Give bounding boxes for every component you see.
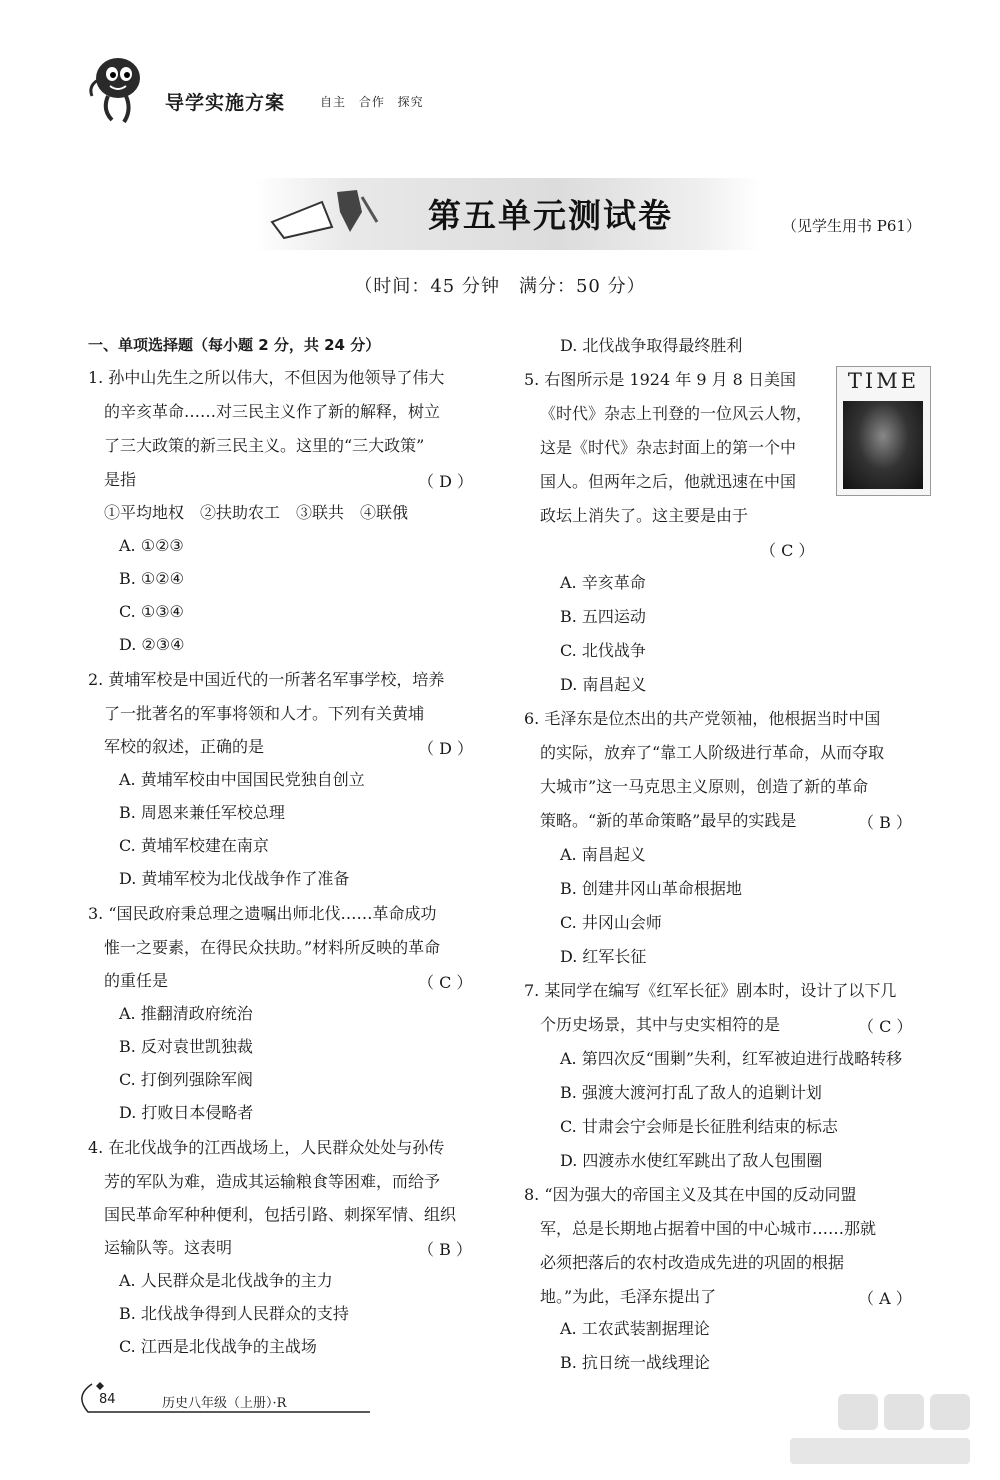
q4-option: D. 北伐战争取得最终胜利 (560, 336, 743, 355)
q5-option: D. 南昌起义 (560, 675, 647, 694)
q4-option: B. 北伐战争得到人民群众的支持 (119, 1304, 349, 1323)
mascot-logo (82, 50, 152, 130)
page-number: 84 (99, 1392, 116, 1407)
q2-option: A. 黄埔军校由中国国民党独自创立 (119, 770, 365, 789)
section-title: 一、单项选择题（每小题 2 分，共 24 分） (88, 336, 381, 354)
q1-option: B. ①②④ (119, 569, 184, 588)
q1-option: A. ①②③ (119, 536, 184, 555)
q8-line: 军，总是长期地占据着中国的中心城市……那就 (540, 1219, 877, 1238)
unit-title: 第五单元测试卷 (428, 196, 673, 235)
q3-option: D. 打败日本侵略者 (119, 1103, 254, 1122)
q5-answer: （ C ） (760, 541, 815, 560)
q2-line: 军校的叙述，正确的是 (104, 737, 265, 756)
q2-line: 了一批著名的军事将领和人才。下列有关黄埔 (104, 704, 425, 723)
book-title: 历史八年级（上册）·R (162, 1396, 287, 1411)
exam-info: （时间：45 分钟 满分：50 分） (354, 276, 646, 297)
q5-option: B. 五四运动 (560, 607, 646, 626)
q3-line: 3. “国民政府秉总理之遗嘱出师北伐……革命成功 (88, 904, 437, 923)
watermark-logo (780, 1390, 980, 1470)
q1-line: 了三大政策的新三民主义。这里的“三大政策” (104, 436, 425, 455)
q5-option: A. 辛亥革命 (560, 573, 646, 592)
q5-line: 政坛上消失了。这主要是由于 (540, 506, 749, 525)
q5-line: 这是《时代》杂志封面上的第一个中 (540, 438, 797, 457)
q6-line: 大城市”这一马克思主义原则，创造了新的革命 (540, 777, 869, 796)
q6-line: 的实际，放弃了“靠工人阶级进行革命，从而夺取 (540, 743, 885, 762)
q8-option: A. 工农武装割据理论 (560, 1319, 710, 1338)
q2-option: B. 周恩来兼任军校总理 (119, 803, 285, 822)
q6-option: B. 创建井冈山革命根据地 (560, 879, 742, 898)
q6-line: 6. 毛泽东是位杰出的共产党领袖，他根据当时中国 (524, 709, 881, 728)
q4-option: A. 人民群众是北伐战争的主力 (119, 1271, 333, 1290)
portrait-photo (843, 401, 923, 489)
q3-option: C. 打倒列强除军阀 (119, 1070, 253, 1089)
q2-answer: （ D ） (418, 739, 474, 758)
q7-option: B. 强渡大渡河打乱了敌人的追剿计划 (560, 1083, 822, 1102)
q7-answer: （ C ） (858, 1017, 913, 1036)
q1-line: 的辛亥革命……对三民主义作了新的解释，树立 (104, 402, 441, 421)
magazine-title: TIME (847, 369, 920, 393)
q5-line: 《时代》杂志上刊登的一位风云人物， (540, 404, 813, 423)
q8-line: 必须把落后的农村改造成先进的巩固的根据 (540, 1253, 845, 1272)
q1-items: ①平均地权 ②扶助农工 ③联共 ④联俄 (104, 503, 409, 522)
q1-option: C. ①③④ (119, 602, 184, 621)
q8-answer: （ A ） (858, 1289, 912, 1308)
q4-line: 芳的军队为难，造成其运输粮食等困难，而给予 (104, 1172, 441, 1191)
q4-line: 4. 在北伐战争的江西战场上，人民群众处处与孙传 (88, 1138, 445, 1157)
q7-option: D. 四渡赤水使红军跳出了敌人包围圈 (560, 1151, 823, 1170)
q7-option: A. 第四次反“围剿”失利，红军被迫进行战略转移 (560, 1049, 903, 1068)
q7-line: 个历史场景，其中与史实相符的是 (540, 1015, 781, 1034)
q3-option: A. 推翻清政府统治 (119, 1004, 253, 1023)
q7-option: C. 甘肃会宁会师是长征胜利结束的标志 (560, 1117, 838, 1136)
q2-line: 2. 黄埔军校是中国近代的一所著名军事学校，培养 (88, 670, 445, 689)
q1-answer: （ D ） (418, 472, 474, 491)
q6-answer: （ B ） (858, 813, 912, 832)
q4-line: 国民革命军种种便利，包括引路、刺探军情、组织 (104, 1205, 457, 1224)
series-title: 导学实施方案 (165, 92, 286, 114)
q4-option: C. 江西是北伐战争的主战场 (119, 1337, 317, 1356)
q3-line: 惟一之要素，在得民众扶助。”材料所反映的革命 (104, 938, 441, 957)
banner-sketch-icon (262, 182, 382, 242)
q5-option: C. 北伐战争 (560, 641, 646, 660)
q3-line: 的重任是 (104, 971, 169, 990)
q2-option: D. 黄埔军校为北伐战争作了准备 (119, 869, 350, 888)
q8-line: 地。”为此，毛泽东提出了 (540, 1287, 717, 1306)
q5-line: 国人。但两年之后，他就迅速在中国 (540, 472, 797, 491)
q2-option: C. 黄埔军校建在南京 (119, 836, 269, 855)
reference-note: （见学生用书 P61） (782, 217, 921, 235)
q1-line: 是指 (104, 470, 137, 489)
q5-line: 5. 右图所示是 1924 年 9 月 8 日美国 (524, 370, 796, 389)
q7-line: 7. 某同学在编写《红军长征》剧本时，设计了以下几 (524, 981, 897, 1000)
q6-option: A. 南昌起义 (560, 845, 646, 864)
q3-answer: （ C ） (418, 973, 473, 992)
q6-option: C. 井冈山会师 (560, 913, 662, 932)
q1-line: 1. 孙中山先生之所以伟大，不但因为他领导了伟大 (88, 368, 445, 387)
q6-option: D. 红军长征 (560, 947, 647, 966)
q6-line: 策略。“新的革命策略”最早的实践是 (540, 811, 797, 830)
q4-answer: （ B ） (418, 1240, 472, 1259)
q3-option: B. 反对袁世凯独裁 (119, 1037, 253, 1056)
q8-line: 8. “因为强大的帝国主义及其在中国的反动同盟 (524, 1185, 857, 1204)
q8-option: B. 抗日统一战线理论 (560, 1353, 710, 1372)
q4-line: 运输队等。这表明 (104, 1238, 233, 1257)
q1-option: D. ②③④ (119, 635, 185, 654)
time-magazine-cover (836, 366, 931, 496)
series-subtitle: 自主 合作 探究 (320, 95, 424, 109)
